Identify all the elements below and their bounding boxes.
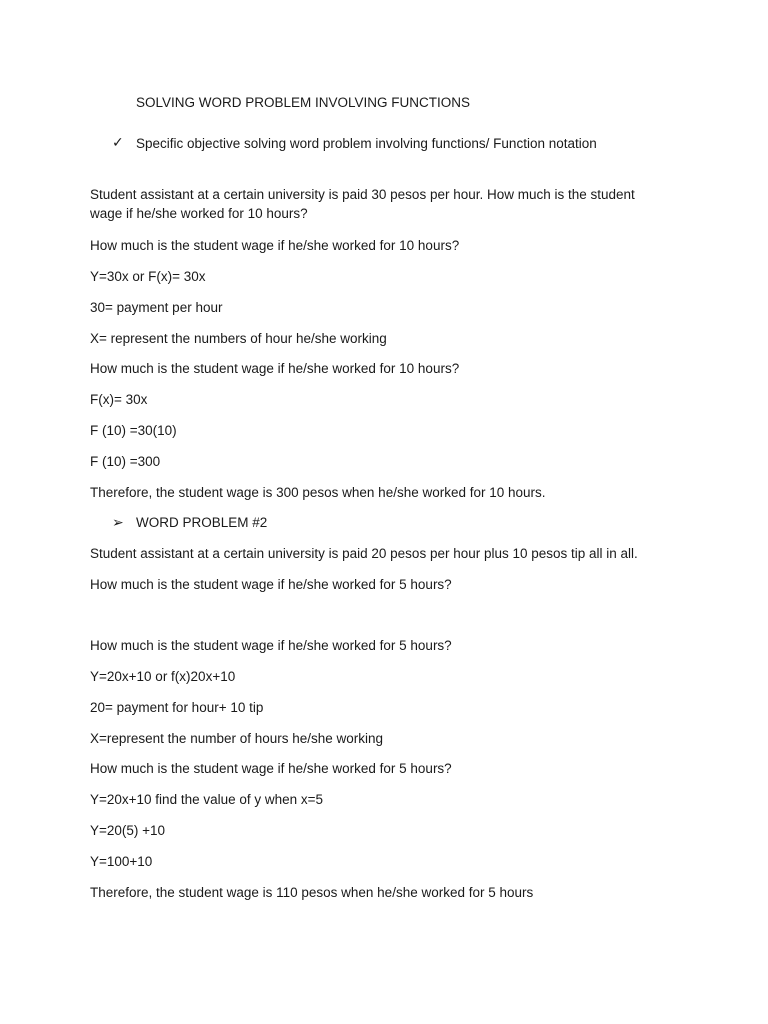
problem1-step1: F(x)= 30x [90, 392, 148, 407]
problem1-rate-definition: 30= payment per hour [90, 300, 223, 315]
problem1-equation: Y=30x or F(x)= 30x [90, 269, 206, 284]
checkmark-icon: ✓ [112, 134, 124, 150]
problem2-step1: Y=20x+10 find the value of y when x=5 [90, 792, 324, 807]
problem2-question-repeat: How much is the student wage if he/she worked for 5 hours? [90, 638, 452, 653]
problem2-statement: Student assistant at a certain university is paid 20 pesos per hour plus 10 pesos tip all in all. [90, 546, 638, 561]
problem2-question: How much is the student wage if he/she worked for 5 hours? [90, 577, 452, 592]
problem2-x-definition: X=represent the number of hours he/she working [90, 731, 384, 746]
problem1-conclusion: Therefore, the student wage is 300 pesos when he/she worked for 10 hours. [90, 485, 546, 500]
problem2-heading: WORD PROBLEM #2 [136, 515, 268, 530]
problem2-equation: Y=20x+10 or f(x)20x+10 [90, 669, 236, 684]
problem1-x-definition: X= represent the numbers of hour he/she working [90, 331, 387, 346]
arrow-bullet-icon: ➢ [112, 514, 124, 530]
problem1-question: How much is the student wage if he/she worked for 10 hours? [90, 238, 460, 253]
problem2-rate-definition: 20= payment for hour+ 10 tip [90, 700, 264, 715]
problem1-step3: F (10) =300 [90, 454, 161, 469]
document-title: SOLVING WORD PROBLEM INVOLVING FUNCTIONS [136, 95, 471, 110]
objective-text: Specific objective solving word problem involving functions/ Function notation [136, 136, 597, 151]
problem2-step3: Y=100+10 [90, 854, 153, 869]
problem1-statement: Student assistant at a certain university is paid 30 pesos per hour. How much is the student wage if he/she worked for 10 hours? [90, 187, 635, 221]
problem2-step2: Y=20(5) +10 [90, 823, 166, 838]
problem1-question-repeat: How much is the student wage if he/she worked for 10 hours? [90, 361, 460, 376]
problem2-question-third: How much is the student wage if he/she worked for 5 hours? [90, 761, 452, 776]
problem2-conclusion: Therefore, the student wage is 110 pesos when he/she worked for 5 hours [90, 885, 534, 900]
problem1-step2: F (10) =30(10) [90, 423, 177, 438]
